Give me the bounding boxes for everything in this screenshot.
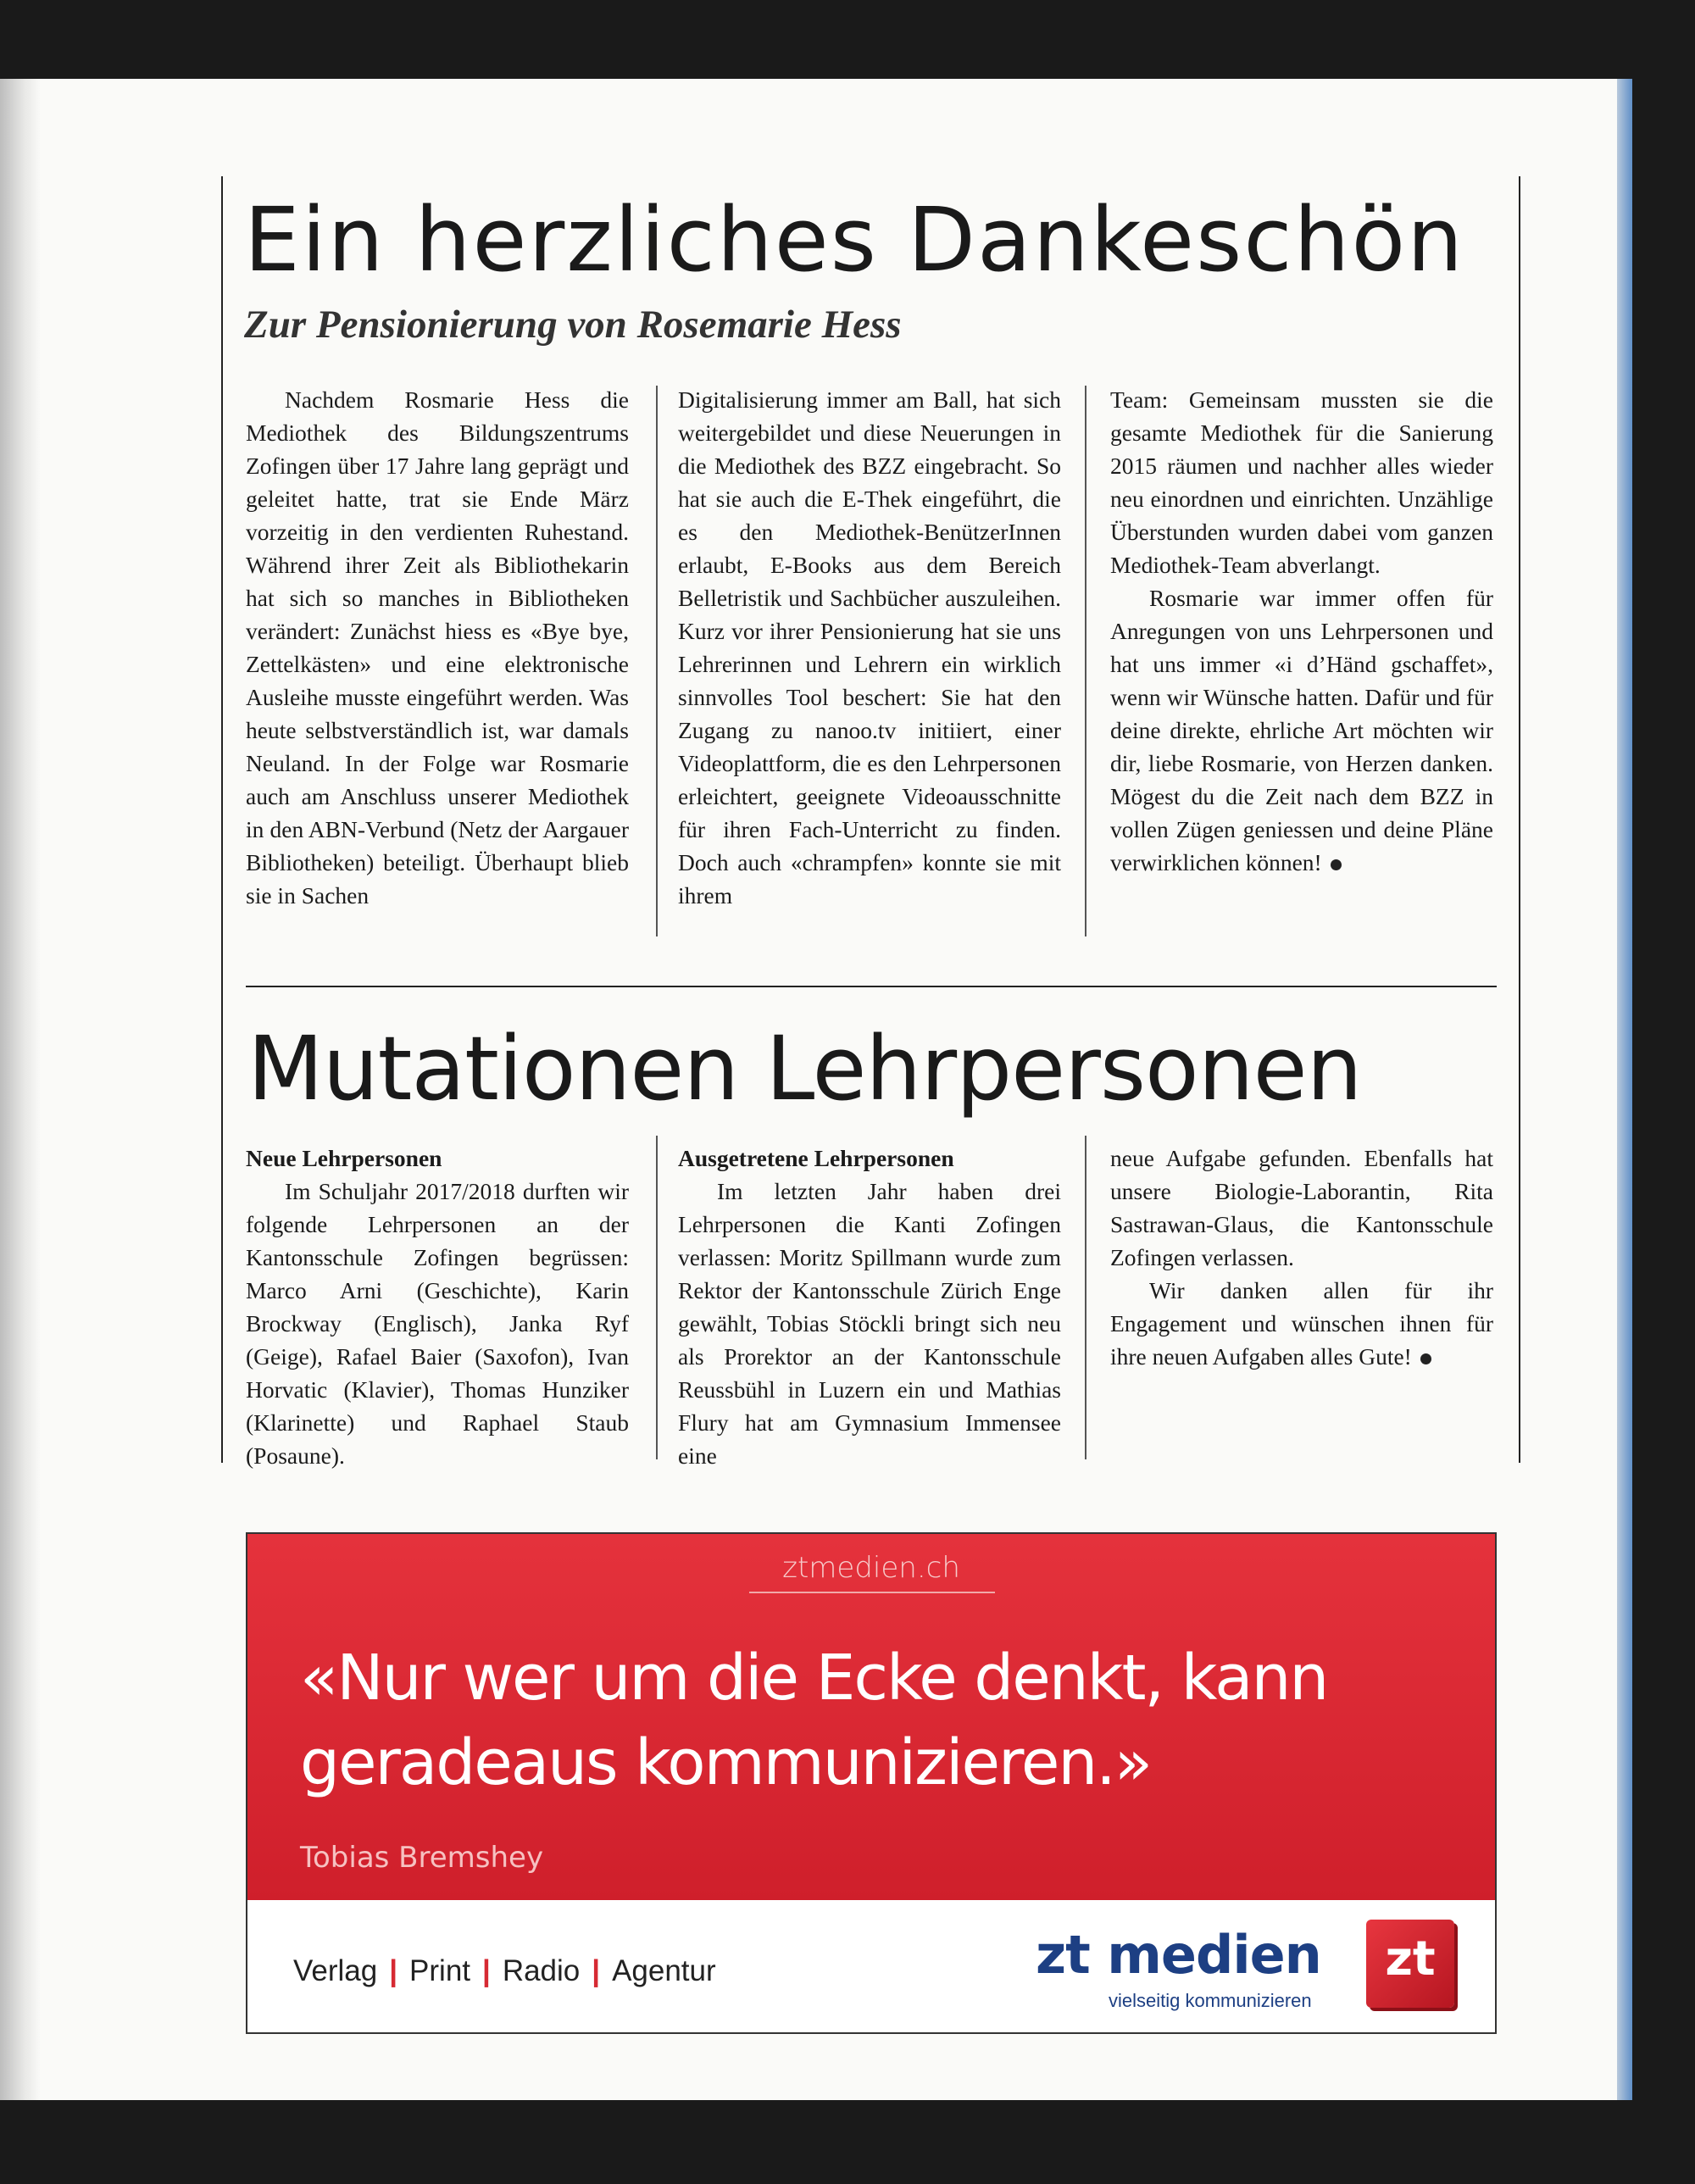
paragraph: Team: Gemeinsam mussten sie die gesamte Mediothek für die Sanierung 2015 räumen und nachher alles wieder neu einordnen und einrichten. Unzählige Überstunden wurden dabei vom ganzen Mediothek-Team abverlangt. <box>1110 386 1493 578</box>
paragraph <box>1110 1274 1493 1373</box>
article-column-3 <box>1110 383 1493 879</box>
section-heading: Ausgetretene Lehrpersonen <box>678 1145 954 1171</box>
ad-quote: «Nur wer um die Ecke denkt, kann geradeaus kommunizieren.» <box>300 1642 1328 1799</box>
ad-separator: | <box>389 1954 398 1987</box>
ad-url-underline <box>749 1592 995 1593</box>
paragraph: neue Aufgabe gefunden. Ebenfalls hat unsere Biologie-Laborantin, Rita Sastrawan-Glaus, die Kantonsschule Zofingen verlassen. <box>1110 1145 1493 1270</box>
ad-service-item: Radio <box>502 1954 581 1987</box>
ad-separator: | <box>482 1954 491 1987</box>
ad-service-item: Print <box>409 1954 471 1987</box>
article-title: Mutationen Lehrpersonen <box>247 1017 1362 1120</box>
article-subtitle: Zur Pensionierung von Rosemarie Hess <box>244 303 902 347</box>
paragraph-text: Rosmarie war immer offen für Anregungen von uns Lehrpersonen und hat uns immer «i d’Händ gschaffet», wenn wir Wünsche hatten. Dafür und für deine direkte, ehrliche Art möchten wir dir, liebe Rosmarie, von Herzen danken. Mögest du die Zeit nach dem BZZ in vollen Zügen geniessen und deine Pläne verwirklichen können! <box>1110 585 1493 875</box>
column-divider <box>656 386 658 936</box>
column-divider <box>1085 386 1086 936</box>
section-divider <box>246 986 1497 987</box>
ad-separator: | <box>592 1954 601 1987</box>
paragraph: Nachdem Rosmarie Hess die Mediothek des Bildungszentrums Zofingen über 17 Jahre lang geprägt und geleitet hatte, trat sie Ende März vorzeitig in den verdienten Ruhestand. Während ihrer Zeit als Bibliothekarin hat sich so manches in Bibliotheken verändert: Zunächst hiess es «Bye bye, Zettelkästen» und eine elektronische Ausleihe musste eingeführt werden. Was heute selbstverständlich ist, war damals Neuland. In der Folge war Rosmarie auch am Anschluss unserer Mediothek in den ABN-Verbund (Netz der Aargauer Bibliotheken) beteiligt. Überhaupt blieb sie in Sachen <box>246 386 629 909</box>
paragraph-text: Wir danken allen für ihr Engagement und wünschen ihnen für ihre neuen Aufgaben alles Gute! <box>1110 1277 1493 1370</box>
ad-quote-author: Tobias Bremshey <box>300 1841 544 1875</box>
paragraph: Im letzten Jahr haben drei Lehrpersonen die Kanti Zofingen verlassen: Moritz Spillmann wurde zum Rektor der Kantonsschule Zürich Enge gewählt, Tobias Stöckli bringt sich neu als Prorektor an der Kantonsschule Reussbühl in Luzern ein und Mathias Flury hat am Gymnasium Immensee eine <box>678 1178 1061 1469</box>
frame-right-line <box>1519 176 1520 1463</box>
brand-tagline: vielseitig kommunizieren <box>1109 1990 1312 2011</box>
end-mark-icon <box>1331 859 1342 870</box>
ad-service-item: Verlag <box>293 1954 378 1987</box>
article-column-1 <box>246 1142 629 1472</box>
brand-cube-icon <box>1366 1920 1454 2008</box>
frame-left-line <box>221 176 223 1463</box>
article-title: Ein herzliches Dankeschön <box>244 188 1464 292</box>
page-edge <box>1617 79 1632 2100</box>
brand-cube-label: zt <box>1385 1931 1436 1987</box>
article-column-1 <box>246 383 629 912</box>
end-mark-icon <box>1420 1353 1431 1364</box>
paragraph: Digitalisierung immer am Ball, hat sich weitergebildet und diese Neuerungen in die Mediothek des BZZ eingebracht. So hat sie auch die E-Thek eingeführt, die es den Mediothek-BenützerInnen erlaubt, E-Books aus dem Bereich Belletristik und Sachbücher auszuleihen. Kurz vor ihrer Pensionierung hat sie uns Lehrerinnen und Lehrern ein wirklich sinnvolles Tool beschert: Sie hat den Zugang zu nanoo.tv initiiert, einer Videoplattform, die es den Lehrpersonen erleichtert, geeignete Videoausschnitte für ihren Fach-Unterricht zu finden. Doch auch «chrampfen» konnte sie mit ihrem <box>678 386 1061 909</box>
article-column-2 <box>678 383 1061 912</box>
section-heading: Neue Lehrpersonen <box>246 1145 442 1171</box>
ad-banner <box>247 1534 1495 1900</box>
paragraph <box>1110 581 1493 879</box>
article-column-2 <box>678 1142 1061 1472</box>
ad-service-item: Agentur <box>612 1954 716 1987</box>
page-gutter-shadow <box>0 79 41 2100</box>
column-divider <box>1085 1136 1086 1459</box>
ad-url: ztmedien.ch <box>782 1551 960 1585</box>
advertisement <box>246 1532 1497 2034</box>
brand-logo-text: zt medien <box>1036 1924 1321 1986</box>
ad-services <box>293 1954 716 1988</box>
article-column-3 <box>1110 1142 1493 1373</box>
paragraph: Im Schuljahr 2017/2018 durften wir folgende Lehrpersonen an der Kantonsschule Zofingen begrüssen: Marco Arni (Geschichte), Karin Brockway (Englisch), Janka Ryf (Geige), Rafael Baier (Saxofon), Ivan Horvatic (Klavier), Thomas Hunziker (Klarinette) und Raphael Staub (Posaune). <box>246 1178 629 1469</box>
column-divider <box>656 1136 658 1459</box>
